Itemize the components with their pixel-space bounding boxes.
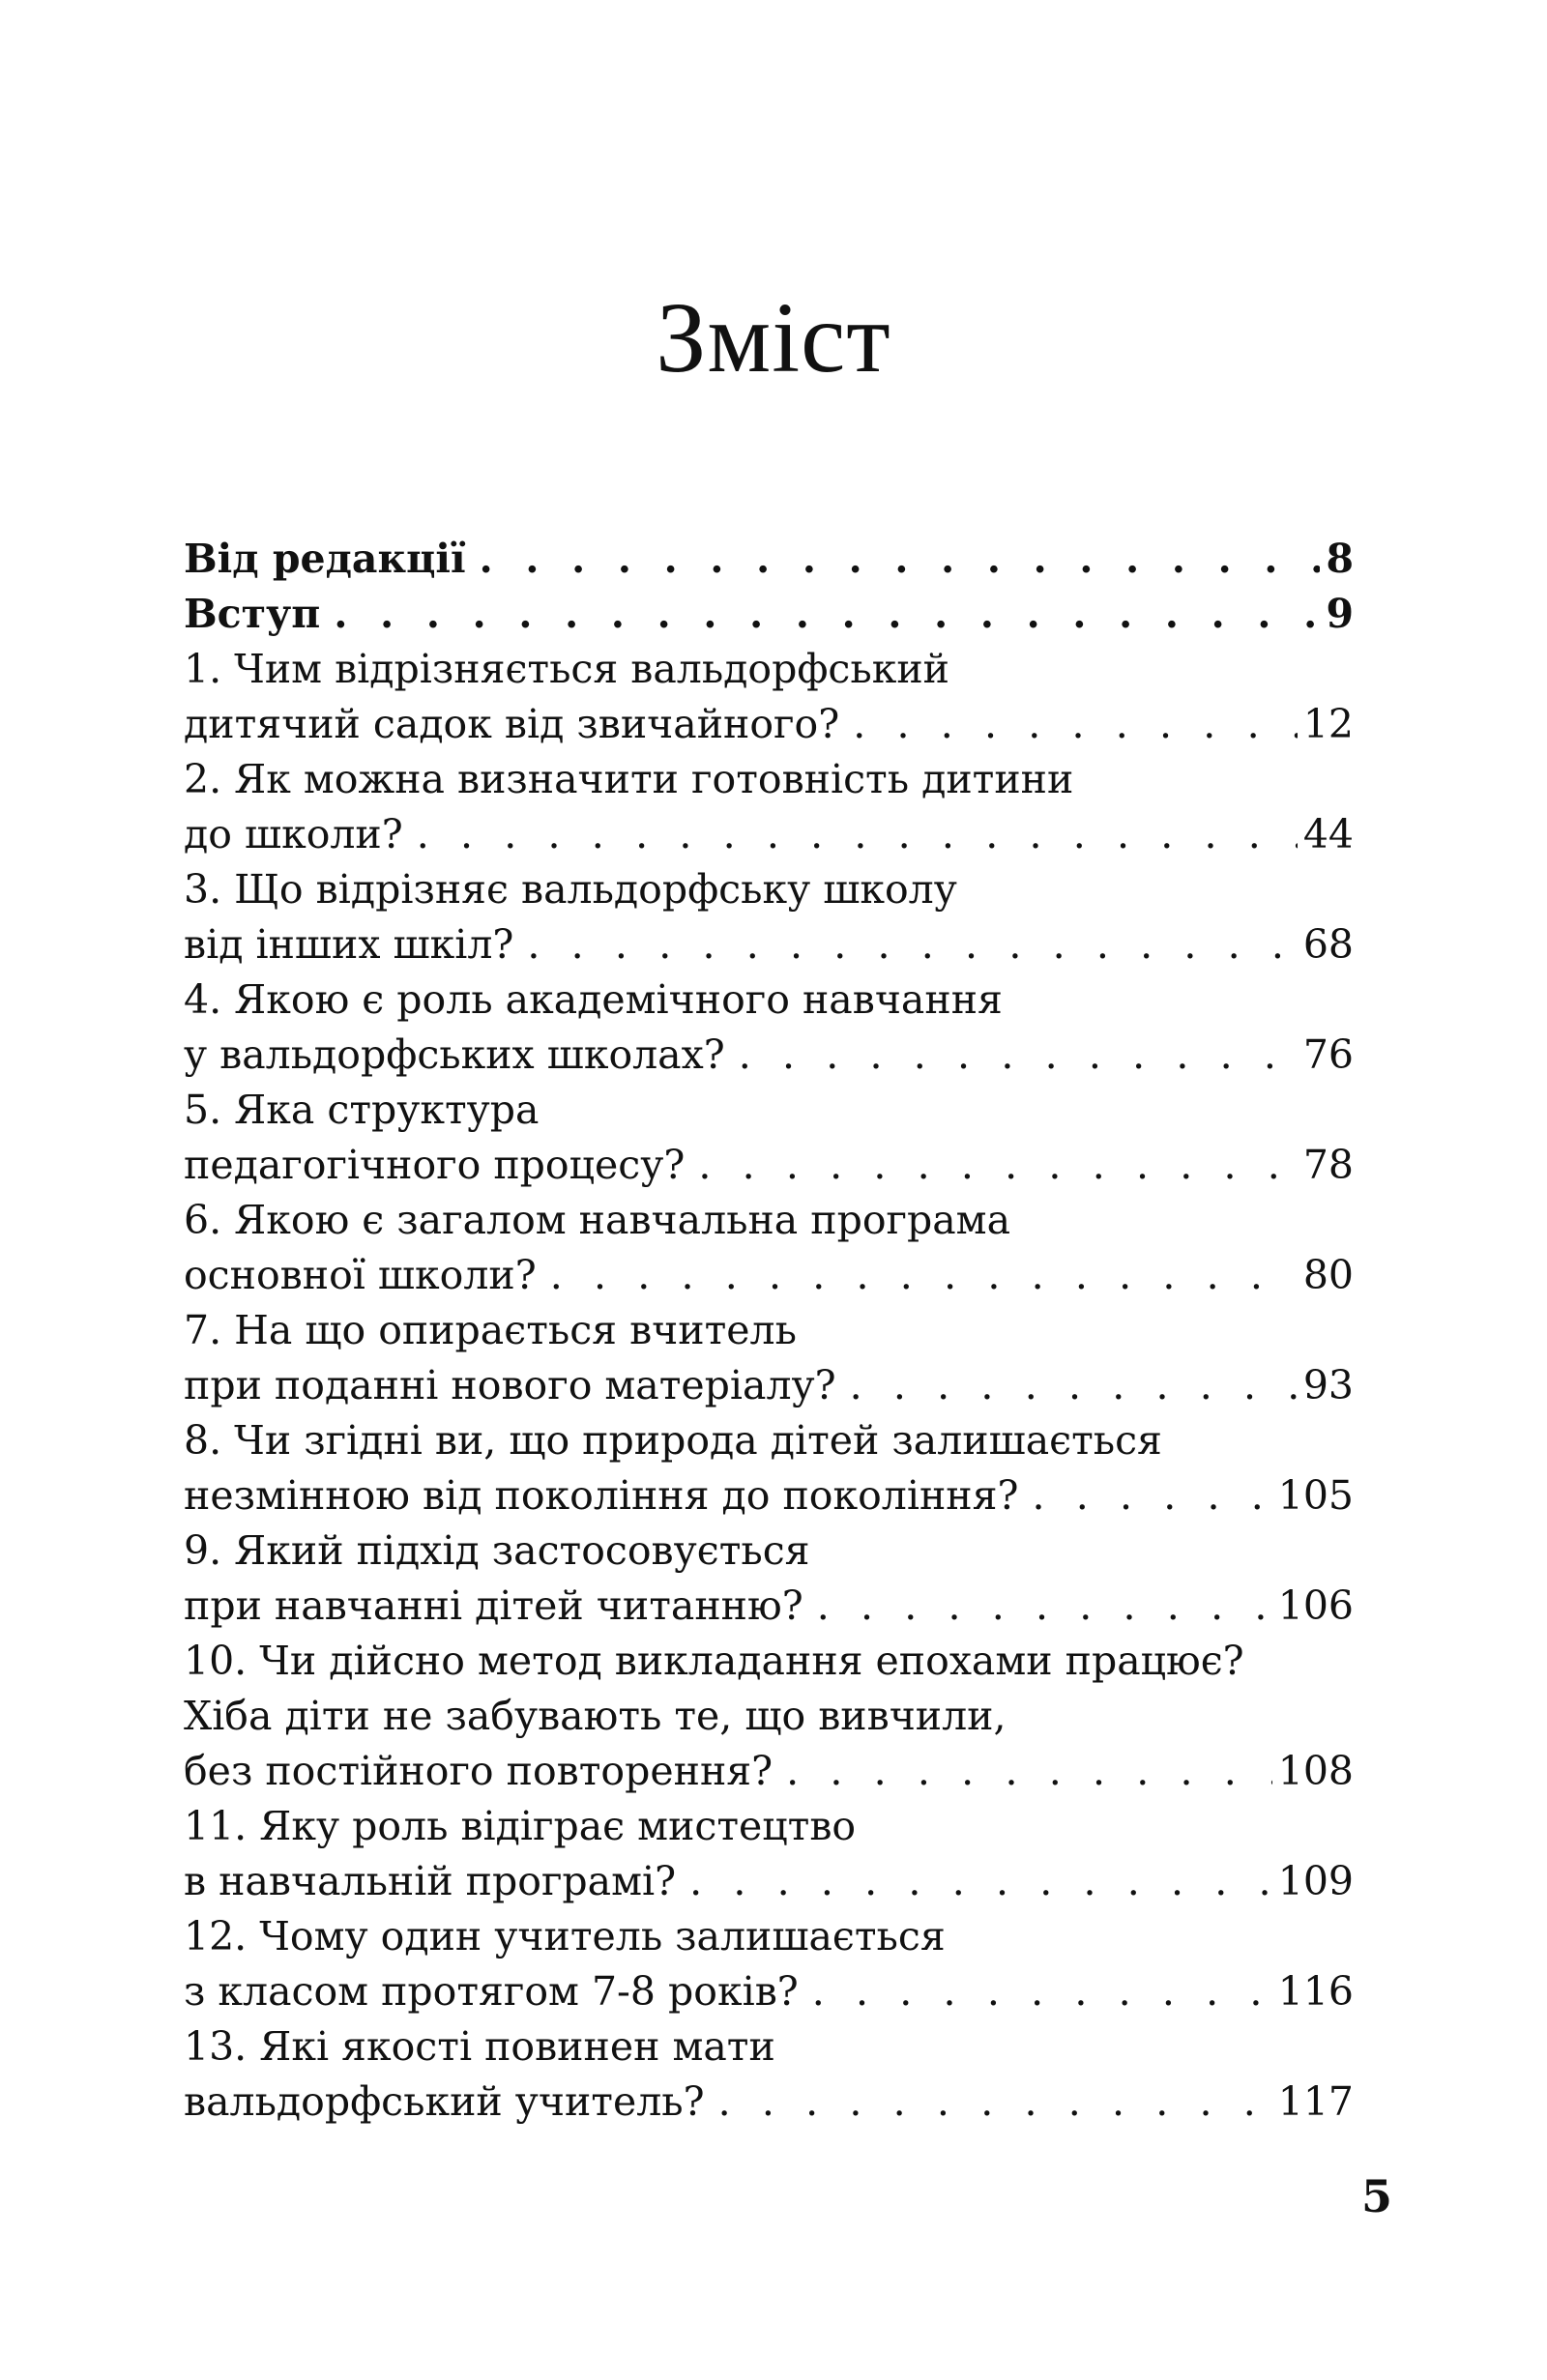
dot-leader xyxy=(739,1028,1298,1083)
toc-entry[interactable] xyxy=(184,1193,1354,1303)
toc-entry-last-line xyxy=(184,532,1354,587)
toc-entry-line: Хіба діти не забувають те, що вивчили, xyxy=(184,1693,1007,1739)
toc-entry-line: 12. Чому один учитель залишається xyxy=(184,1913,946,1959)
toc-entry-title: при навчанні дітей читанню? xyxy=(184,1582,803,1629)
dot-leader xyxy=(1032,1468,1271,1524)
toc-entry-last-line xyxy=(184,1358,1354,1413)
dot-leader xyxy=(718,2075,1272,2130)
toc-entry-page: 106 xyxy=(1277,1582,1354,1629)
toc-entry[interactable] xyxy=(184,1634,1354,1799)
toc-entry-last-line xyxy=(184,1579,1354,1634)
toc-entry-line: 7. На що опирається вчитель xyxy=(184,1307,797,1353)
page-title: Зміст xyxy=(656,282,891,393)
toc-entry-title: вальдорфський учитель? xyxy=(184,2078,705,2125)
toc-entry[interactable] xyxy=(184,1413,1354,1524)
toc-entry-line: 4. Якою є роль академічного навчання xyxy=(184,976,1003,1023)
toc-entry-page: 117 xyxy=(1277,2078,1354,2125)
toc-entry-line: 6. Якою є загалом навчальна програма xyxy=(184,1197,1011,1243)
toc-entry-page: 109 xyxy=(1277,1858,1354,1904)
dot-leader xyxy=(417,807,1298,862)
toc-entry-last-line xyxy=(184,1744,1354,1799)
toc-entry-last-line xyxy=(184,1028,1354,1083)
toc-entry[interactable] xyxy=(184,587,1354,642)
toc-entry[interactable] xyxy=(184,1799,1354,1909)
toc-entry-last-line xyxy=(184,1854,1354,1909)
toc-entry[interactable] xyxy=(184,752,1354,862)
toc-entry-line: 5. Яка структура xyxy=(184,1087,540,1133)
toc-entry-last-line xyxy=(184,807,1354,862)
toc-entry-line: 11. Яку роль відіграє мистецтво xyxy=(184,1803,857,1849)
toc-entry-last-line xyxy=(184,587,1354,642)
toc-entry-title: у вальдорфських школах? xyxy=(184,1031,725,1078)
toc-entry-last-line xyxy=(184,1468,1354,1524)
toc-entry-title: незмінною від покоління до покоління? xyxy=(184,1472,1019,1519)
toc-entry-last-line xyxy=(184,1964,1354,2019)
toc-entry-title: з класом протягом 7-8 років? xyxy=(184,1968,799,2015)
toc-entry-page: 8 xyxy=(1326,536,1354,582)
toc-entry[interactable] xyxy=(184,2019,1354,2130)
dot-leader xyxy=(689,1854,1272,1909)
dot-leader xyxy=(853,697,1298,752)
toc-entry-last-line xyxy=(184,2075,1354,2130)
toc-entry-title: Від редакції xyxy=(184,536,466,582)
toc-entry-page: 116 xyxy=(1277,1968,1354,2015)
toc-entry-title: без постійного повторення? xyxy=(184,1748,774,1794)
toc-entry-last-line xyxy=(184,917,1354,972)
toc-entry[interactable] xyxy=(184,1303,1354,1413)
toc-entry-title: до школи? xyxy=(184,811,403,857)
table-of-contents xyxy=(184,532,1354,2130)
toc-entry-page: 93 xyxy=(1302,1362,1354,1408)
toc-entry-page: 44 xyxy=(1302,811,1354,857)
dot-leader xyxy=(527,917,1297,972)
toc-entry[interactable] xyxy=(184,532,1354,587)
toc-entry-title: від інших шкіл? xyxy=(184,921,514,968)
toc-entry-page: 76 xyxy=(1302,1031,1354,1078)
toc-entry-page: 105 xyxy=(1277,1472,1354,1519)
toc-entry-last-line xyxy=(184,697,1354,752)
toc-entry-last-line xyxy=(184,1138,1354,1193)
toc-entry-page: 9 xyxy=(1326,591,1354,637)
toc-entry-last-line xyxy=(184,1248,1354,1303)
toc-entry-page: 108 xyxy=(1277,1748,1354,1794)
toc-entry[interactable] xyxy=(184,1083,1354,1193)
toc-entry-line: 9. Який підхід застосовується xyxy=(184,1527,810,1574)
toc-entry-line: 3. Що відрізняє вальдорфську школу xyxy=(184,866,957,913)
toc-entry-page: 80 xyxy=(1302,1252,1354,1298)
toc-entry-title: основної школи? xyxy=(184,1252,537,1298)
toc-entry-title: педагогічного процесу? xyxy=(184,1142,686,1188)
dot-leader xyxy=(850,1358,1298,1413)
toc-entry-line: 8. Чи згідні ви, що природа дітей залишається xyxy=(184,1417,1162,1464)
toc-entry-title: дитячий садок від звичайного? xyxy=(184,701,840,747)
toc-entry-page: 68 xyxy=(1302,921,1354,968)
dot-leader xyxy=(550,1248,1298,1303)
toc-entry[interactable] xyxy=(184,642,1354,752)
toc-entry[interactable] xyxy=(184,1909,1354,2019)
toc-entry[interactable] xyxy=(184,972,1354,1083)
toc-entry-page: 12 xyxy=(1302,701,1354,747)
toc-entry-page: 78 xyxy=(1302,1142,1354,1188)
toc-entry-title: в навчальній програмі? xyxy=(184,1858,677,1904)
dot-leader xyxy=(812,1964,1272,2019)
toc-entry[interactable] xyxy=(184,1524,1354,1634)
dot-leader xyxy=(786,1744,1272,1799)
dot-leader xyxy=(480,532,1321,587)
toc-entry-title: при поданні нового матеріалу? xyxy=(184,1362,836,1408)
toc-entry-line: 1. Чим відрізняється вальдорфський xyxy=(184,646,949,692)
dot-leader xyxy=(817,1579,1272,1634)
dot-leader xyxy=(698,1138,1298,1193)
toc-entry-line: 13. Які якості повинен мати xyxy=(184,2023,775,2070)
page-number: 5 xyxy=(1360,2170,1392,2222)
toc-entry-line: 2. Як можна визначити готовність дитини xyxy=(184,756,1074,802)
toc-entry-title: Вступ xyxy=(184,591,321,637)
dot-leader xyxy=(334,587,1320,642)
toc-entry-line: 10. Чи дійсно метод викладання епохами працює? xyxy=(184,1638,1244,1684)
toc-entry[interactable] xyxy=(184,862,1354,972)
